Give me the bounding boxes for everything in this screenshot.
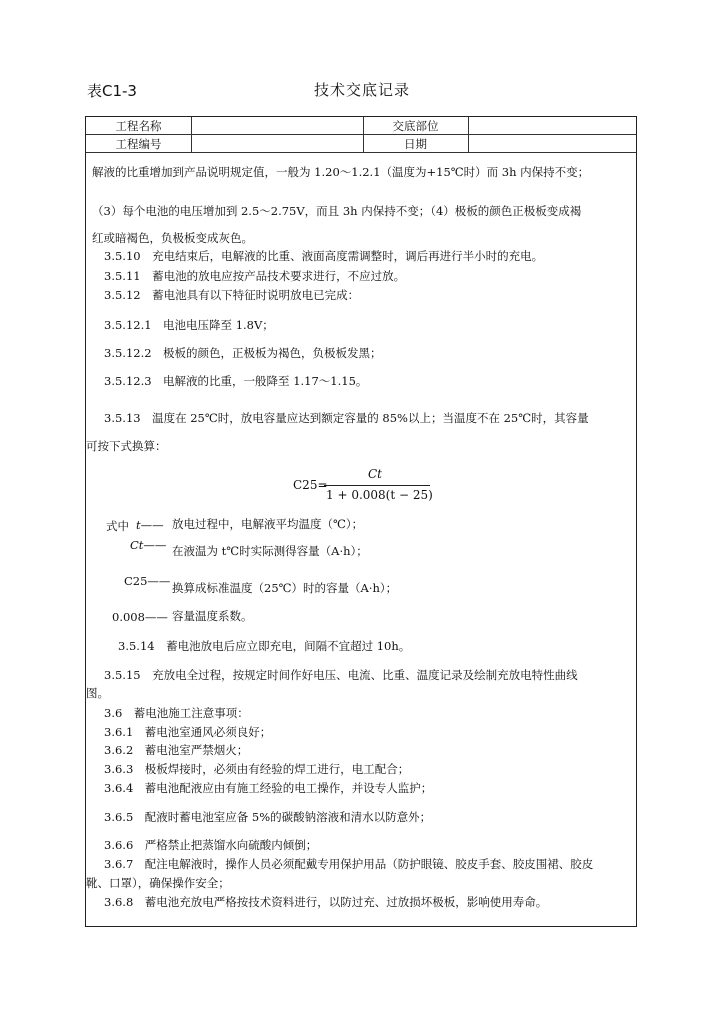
paragraph: 图。 xyxy=(86,686,109,700)
form-code: 表C1-3 xyxy=(87,82,137,100)
paragraph: 3.5.12.2 极板的颜色，正极板为褐色，负极板发黑； xyxy=(104,346,382,360)
where-label: 式中 xyxy=(106,519,129,533)
var-t: t—— xyxy=(136,518,164,532)
info-row-2 xyxy=(86,135,636,153)
var-ct-desc: 在液温为 t℃时实际测得容量（A·h）； xyxy=(172,544,368,558)
paragraph: 靴、口罩），确保操作安全； xyxy=(86,876,230,890)
table-divider xyxy=(468,117,469,153)
info-row-1 xyxy=(86,117,636,135)
var-coef: 0.008—— xyxy=(112,610,168,624)
var-coef-desc: 容量温度系数。 xyxy=(172,609,253,623)
project-no-label: 工程编号 xyxy=(115,137,162,151)
paragraph: 3.6.4 蓄电池配液应由有施工经验的电工操作，并设专人监护； xyxy=(104,781,433,795)
paragraph: 3.5.13 温度在 25℃时，放电容量应达到额定容量的 85%以上；当温度不在 25℃时，其容量 xyxy=(104,411,589,425)
project-name-label: 工程名称 xyxy=(115,119,162,133)
paragraph: 3.5.12 蓄电池具有以下特征时说明放电已完成： xyxy=(104,288,360,302)
paragraph: 3.5.15 充放电全过程，按规定时间作好电压、电流、比重、温度记录及绘制充放电特性曲线 xyxy=(104,668,578,682)
paragraph: 3.6.6 严格禁止把蒸馏水向硫酸内倾倒； xyxy=(104,838,318,852)
paragraph: 3.6.8 蓄电池充放电严格按技术资料进行，以防过充、过放损坏极板，影响使用寿命。 xyxy=(104,895,548,909)
paragraph: 3.6.7 配注电解液时，操作人员必须配戴专用保护用品（防护眼镜、胶皮手套、胶皮围裙、胶皮 xyxy=(104,857,594,871)
paragraph: 3.5.10 充电结束后，电解液的比重、液面高度需调整时，调后再进行半小时的充电。 xyxy=(104,249,544,263)
paragraph: （3）每个电池的电压增加到 2.5～2.75V，而且 3h 内保持不变；（4）极板的颜色正极板变成褐 xyxy=(92,204,582,218)
paragraph: 3.5.12.3 电解液的比重，一般降至 1.17～1.15。 xyxy=(104,374,368,388)
var-c25: C25—— xyxy=(124,574,171,588)
formula-denominator: 1 + 0.008(t − 25) xyxy=(326,488,433,502)
formula-lhs: C25= xyxy=(293,478,328,492)
paragraph: 可按下式换算： xyxy=(86,439,167,453)
page-title: 技术交底记录 xyxy=(313,81,410,99)
table-divider xyxy=(363,117,364,153)
paragraph: 3.6 蓄电池施工注意事项： xyxy=(104,706,249,720)
paragraph: 3.5.14 蓄电池放电后应立即充电，间隔不宜超过 10h。 xyxy=(118,639,411,653)
paragraph: 3.6.1 蓄电池室通风必须良好； xyxy=(104,725,272,739)
paragraph: 3.5.11 蓄电池的放电应按产品技术要求进行，不应过放。 xyxy=(104,269,406,283)
table-divider xyxy=(191,117,192,153)
handover-part-label: 交底部位 xyxy=(392,119,439,133)
paragraph: 3.6.5 配液时蓄电池室应备 5%的碳酸钠溶液和清水以防意外； xyxy=(104,810,432,824)
var-t-desc: 放电过程中，电解液平均温度（℃）； xyxy=(172,517,364,531)
fraction-bar xyxy=(324,485,430,486)
var-c25-desc: 换算成标准温度（25℃）时的容量（A·h）； xyxy=(172,581,398,595)
formula-numerator: Ct xyxy=(368,467,383,481)
var-ct: Ct—— xyxy=(130,538,167,552)
paragraph: 3.5.12.1 电池电压降至 1.8V； xyxy=(104,318,274,332)
paragraph: 3.6.2 蓄电池室严禁烟火； xyxy=(104,743,249,757)
date-label: 日期 xyxy=(404,137,427,151)
paragraph: 红或暗褐色，负极板变成灰色。 xyxy=(92,231,253,245)
paragraph: 解液的比重增加到产品说明规定值，一般为 1.20～1.2.1（温度为+15℃时）而 3h 内保持不变； xyxy=(92,165,590,179)
paragraph: 3.6.3 极板焊接时，必须由有经验的焊工进行，电工配合； xyxy=(104,762,410,776)
